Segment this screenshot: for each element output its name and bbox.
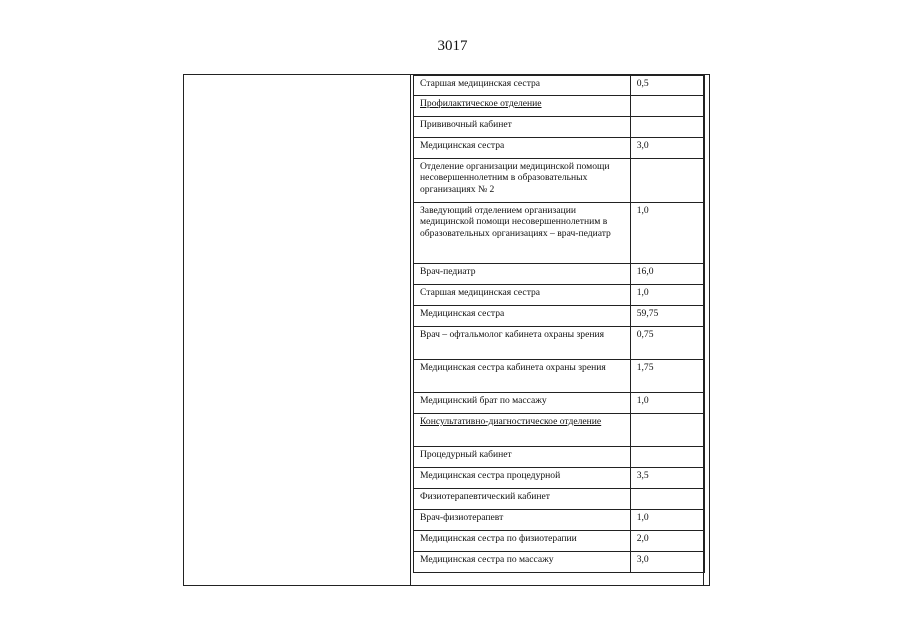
staff-units-cell: 0,75 xyxy=(630,327,704,360)
staffing-table-frame xyxy=(183,74,710,586)
staff-units-cell xyxy=(630,159,704,203)
staff-units-cell: 2,0 xyxy=(630,531,704,552)
table-row xyxy=(414,510,705,531)
staffing-table xyxy=(413,75,705,573)
table-row xyxy=(414,393,705,414)
table-row xyxy=(414,203,705,264)
staff-units-cell: 16,0 xyxy=(630,264,704,285)
staff-units-cell: 1,0 xyxy=(630,285,704,306)
table-row xyxy=(414,159,705,203)
table-row xyxy=(414,264,705,285)
table-row xyxy=(414,468,705,489)
staff-units-cell: 1,0 xyxy=(630,203,704,264)
position-cell: Врач – офтальмолог кабинета охраны зрения xyxy=(414,327,631,360)
position-cell: Прививочный кабинет xyxy=(414,117,631,138)
staff-units-cell xyxy=(630,447,704,468)
position-cell: Медицинская сестра по физиотерапии xyxy=(414,531,631,552)
staff-units-cell xyxy=(630,96,704,117)
position-cell: Медицинская сестра процедурной xyxy=(414,468,631,489)
position-cell: Врач-физиотерапевт xyxy=(414,510,631,531)
position-cell: Медицинская сестра xyxy=(414,138,631,159)
table-row xyxy=(414,327,705,360)
position-cell: Медицинская сестра по массажу xyxy=(414,552,631,573)
position-cell: Консультативно-диагностическое отделение xyxy=(414,414,631,447)
staff-units-cell: 0,5 xyxy=(630,76,704,96)
table-row xyxy=(414,414,705,447)
position-cell: Медицинский брат по массажу xyxy=(414,393,631,414)
position-cell: Медицинская сестра xyxy=(414,306,631,327)
position-cell: Старшая медицинская сестра xyxy=(414,76,631,96)
staff-units-cell: 1,0 xyxy=(630,393,704,414)
table-row xyxy=(414,306,705,327)
staff-units-cell: 59,75 xyxy=(630,306,704,327)
position-cell: Медицинская сестра кабинета охраны зрения xyxy=(414,360,631,393)
staff-units-cell xyxy=(630,117,704,138)
position-cell: Старшая медицинская сестра xyxy=(414,285,631,306)
staff-units-cell: 3,5 xyxy=(630,468,704,489)
table-row xyxy=(414,531,705,552)
staff-units-cell: 1,0 xyxy=(630,510,704,531)
staff-units-cell: 1,75 xyxy=(630,360,704,393)
table-row xyxy=(414,360,705,393)
staff-units-cell: 3,0 xyxy=(630,552,704,573)
right-border-line xyxy=(703,75,704,585)
table-row xyxy=(414,117,705,138)
position-cell: Процедурный кабинет xyxy=(414,447,631,468)
empty-left-column xyxy=(184,75,411,585)
staff-units-cell: 3,0 xyxy=(630,138,704,159)
table-row xyxy=(414,489,705,510)
table-row xyxy=(414,447,705,468)
position-cell: Отделение организации медицинской помощи несовершеннолетним в образовательных организациях № 2 xyxy=(414,159,631,203)
position-cell: Физиотерапевтический кабинет xyxy=(414,489,631,510)
table-row xyxy=(414,285,705,306)
page-number: 3017 xyxy=(437,38,468,54)
position-cell: Врач-педиатр xyxy=(414,264,631,285)
table-row xyxy=(414,76,705,96)
staff-units-cell xyxy=(630,489,704,510)
table-row xyxy=(414,96,705,117)
table-row xyxy=(414,138,705,159)
position-cell: Заведующий отделением организации медицинской помощи несовершеннолетним в образовательных организациях – врач-педиатр xyxy=(414,203,631,264)
staff-units-cell xyxy=(630,414,704,447)
table-row xyxy=(414,552,705,573)
position-cell: Профилактическое отделение xyxy=(414,96,631,117)
